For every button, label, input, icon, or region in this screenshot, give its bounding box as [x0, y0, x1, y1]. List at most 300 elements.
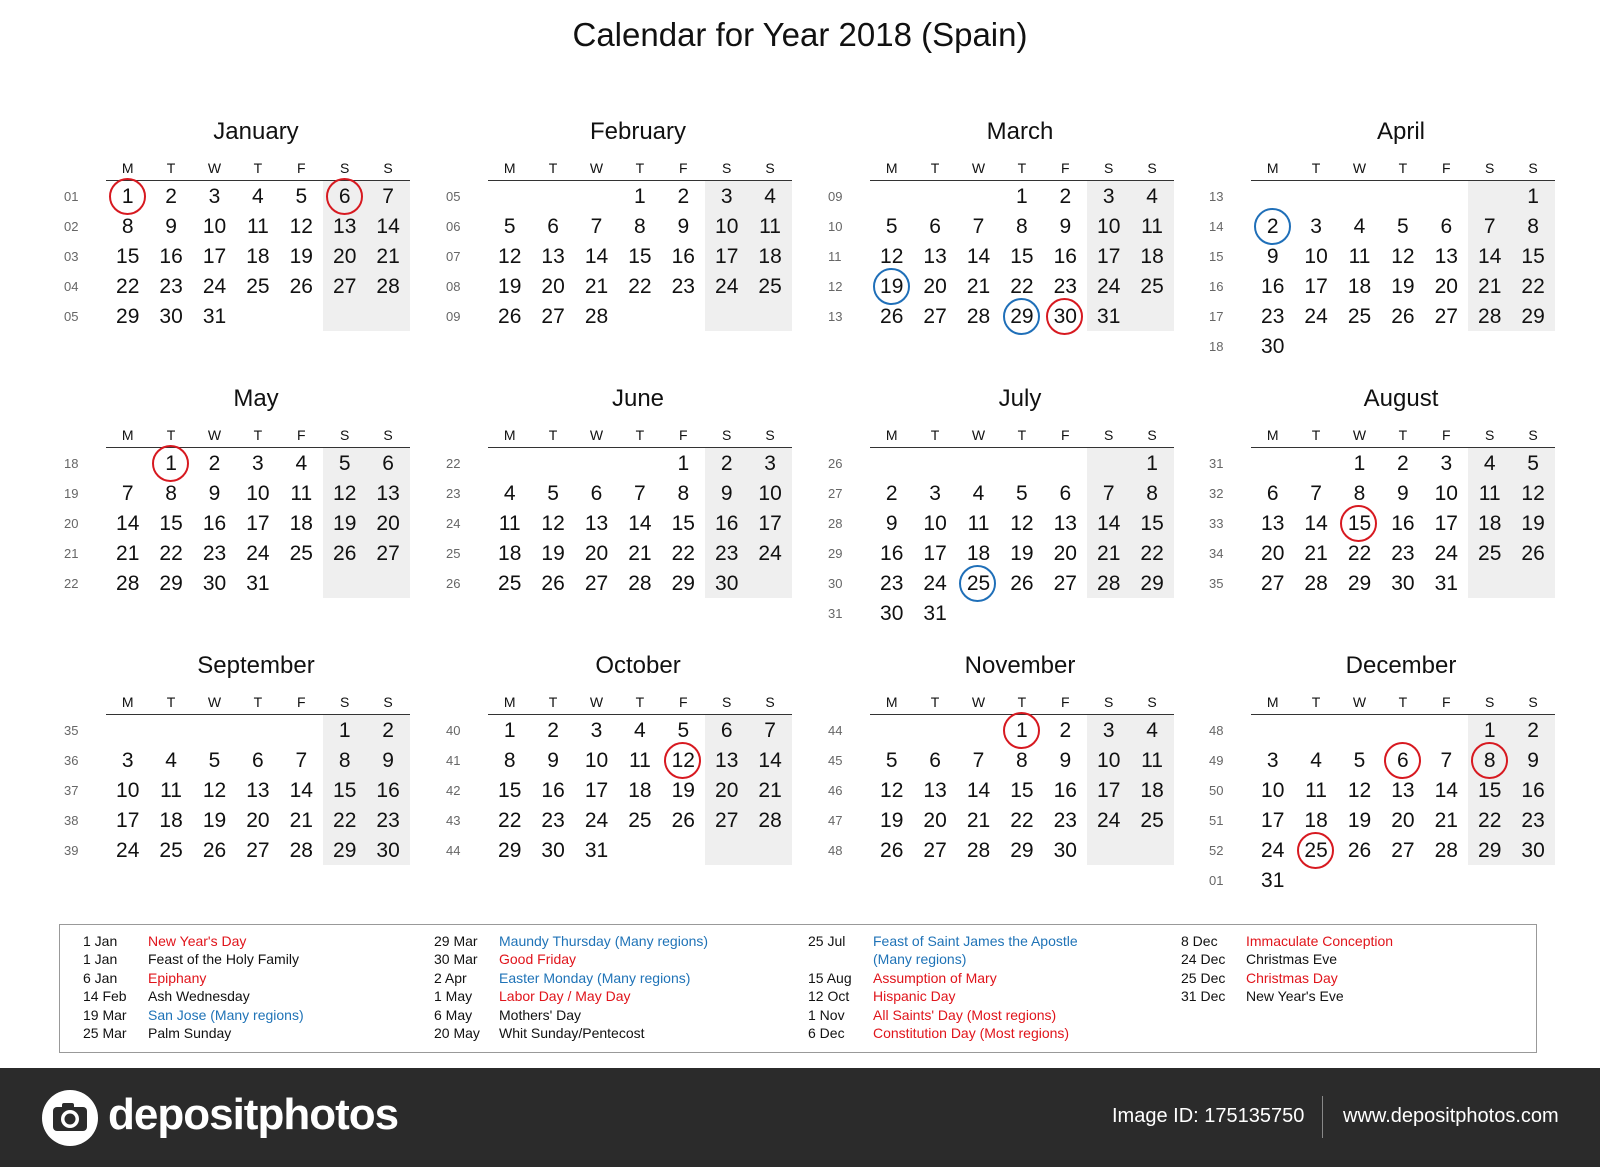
weekday-label: F — [679, 427, 688, 443]
calendar-day: 10 — [715, 215, 739, 238]
calendar-day: 23 — [376, 809, 400, 832]
calendar-day: 26 — [498, 305, 522, 328]
calendar-day: 5 — [885, 215, 898, 238]
footer-divider — [1322, 1096, 1323, 1138]
weekday-header — [106, 427, 410, 447]
calendar-day: 14 — [758, 749, 782, 772]
calendar-day: 7 — [382, 185, 394, 208]
week-number: 48 — [1209, 723, 1224, 738]
calendar-day: 26 — [541, 572, 565, 595]
week-number: 44 — [446, 843, 461, 858]
calendar-day: 19 — [1347, 809, 1372, 832]
month-january — [58, 118, 400, 378]
week-row — [440, 212, 792, 242]
weekday-label: W — [971, 427, 986, 443]
calendar-day: 22 — [1521, 275, 1545, 298]
week-row — [440, 539, 792, 569]
calendar-day: 1 — [1146, 452, 1158, 475]
week-number: 17 — [1209, 309, 1224, 324]
calendar-day: 28 — [1304, 572, 1328, 595]
weekday-label: T — [1311, 160, 1321, 176]
week-number: 36 — [64, 753, 79, 768]
month-august — [1203, 385, 1545, 645]
calendar-day: 21 — [628, 542, 652, 565]
calendar-day: 11 — [759, 215, 781, 238]
holiday-day: 30 — [1044, 302, 1087, 332]
legend-column — [60, 932, 420, 1042]
calendar-day: 16 — [880, 542, 904, 565]
calendar-day: 27 — [1434, 305, 1458, 328]
week-number: 09 — [446, 309, 461, 324]
calendar-day: 10 — [1097, 215, 1121, 238]
weekday-label: S — [383, 427, 393, 443]
calendar-day: 22 — [1010, 275, 1034, 298]
calendar-day: 9 — [1059, 215, 1072, 238]
week-row — [1203, 866, 1555, 896]
calendar-day: 21 — [1478, 275, 1502, 298]
calendar-day: 13 — [1434, 245, 1458, 268]
calendar-day: 3 — [1310, 215, 1322, 238]
calendar-day: 10 — [116, 779, 140, 802]
calendar-day: 8 — [1353, 482, 1366, 505]
calendar-day: 15 — [1521, 245, 1545, 268]
weekday-label: T — [1017, 694, 1027, 710]
calendar-day: 15 — [671, 512, 695, 535]
calendar-day: 30 — [541, 839, 565, 862]
calendar-day: 29 — [671, 572, 695, 595]
calendar-day: 7 — [972, 215, 985, 238]
week-number: 16 — [1209, 279, 1224, 294]
calendar-day: 8 — [1146, 482, 1158, 505]
week-number: 26 — [446, 576, 461, 591]
week-number: 05 — [446, 189, 461, 204]
calendar-day: 4 — [503, 482, 516, 505]
calendar-day: 5 — [1397, 215, 1409, 238]
calendar-day: 4 — [1353, 215, 1366, 238]
weekday-label: T — [1398, 694, 1408, 710]
calendar-day: 13 — [246, 779, 270, 802]
month-april — [1203, 118, 1545, 378]
calendar-day: 16 — [376, 779, 400, 802]
legend-holiday-name: Ash Wednesday — [148, 988, 250, 1005]
weekday-label: T — [1311, 694, 1321, 710]
week-row — [1203, 272, 1555, 302]
weekday-label: S — [765, 160, 775, 176]
calendar-day: 23 — [1261, 305, 1285, 328]
weekday-label: F — [297, 694, 306, 710]
calendar-day: 12 — [289, 215, 313, 238]
calendar-day: 11 — [246, 215, 269, 238]
calendar-day: 19 — [333, 512, 357, 535]
calendar-day: 9 — [677, 215, 690, 238]
calendar-day: 21 — [289, 809, 313, 832]
calendar-day: 21 — [966, 275, 991, 298]
calendar-day: 24 — [202, 275, 227, 298]
calendar-day: 23 — [541, 809, 565, 832]
weekday-label: T — [930, 160, 940, 176]
calendar-day: 17 — [715, 245, 739, 268]
calendar-day: 4 — [634, 719, 646, 742]
week-number: 20 — [64, 516, 79, 531]
calendar-day: 9 — [1266, 245, 1279, 268]
calendar-day: 30 — [715, 572, 739, 595]
calendar-day: 15 — [1010, 779, 1034, 802]
calendar-day: 15 — [1010, 245, 1034, 268]
calendar-day: 17 — [202, 245, 227, 268]
legend-entry — [411, 932, 771, 950]
calendar-day: 6 — [929, 749, 941, 772]
calendar-day: 20 — [715, 779, 739, 802]
calendar-day: 3 — [590, 719, 603, 742]
month-name: February — [589, 118, 687, 145]
calendar-day: 11 — [967, 512, 990, 535]
calendar-day: 2 — [165, 185, 177, 208]
legend-date: 24 Dec — [1181, 951, 1226, 968]
calendar-day: 19 — [1391, 275, 1415, 298]
week-number: 46 — [828, 783, 843, 798]
calendar-day: 13 — [541, 245, 565, 268]
calendar-day: 31 — [1434, 572, 1458, 595]
calendar-day: 11 — [1141, 215, 1163, 238]
week-number: 34 — [1209, 546, 1224, 561]
calendar-day: 5 — [885, 749, 898, 772]
weekday-label: M — [503, 160, 516, 176]
calendar-day: 20 — [923, 275, 947, 298]
legend-holiday-name: Assumption of Mary — [873, 969, 997, 986]
week-row — [58, 776, 410, 806]
month-name: December — [1345, 652, 1457, 679]
weekday-label: T — [253, 694, 263, 710]
weekday-label: T — [1017, 427, 1027, 443]
logo-wordmark: depositphotos — [108, 1090, 399, 1139]
calendar-day: 3 — [252, 452, 264, 475]
calendar-day: 28 — [966, 305, 991, 328]
calendar-day: 20 — [376, 512, 400, 535]
calendar-day: 15 — [628, 245, 652, 268]
calendar-day: 25 — [1140, 275, 1164, 298]
week-number: 02 — [64, 219, 79, 234]
weekday-label: T — [1017, 160, 1027, 176]
calendar-day: 21 — [1097, 542, 1121, 565]
calendar-day: 27 — [333, 275, 357, 298]
calendar-day: 2 — [1059, 185, 1072, 208]
calendar-day: 24 — [1261, 839, 1285, 862]
week-number: 29 — [828, 546, 843, 561]
week-row — [440, 716, 792, 746]
calendar-day: 2 — [1527, 719, 1539, 742]
month-name: March — [986, 118, 1054, 145]
week-row — [440, 836, 792, 866]
legend-entry — [785, 1006, 1145, 1024]
calendar-day: 11 — [160, 779, 182, 802]
week-number: 28 — [828, 516, 843, 531]
week-row — [1203, 746, 1555, 776]
calendar-day: 13 — [584, 512, 609, 535]
weekday-label: S — [765, 427, 775, 443]
calendar-day: 8 — [677, 482, 690, 505]
week-number: 08 — [446, 279, 461, 294]
legend-date: 31 Dec — [1181, 988, 1226, 1005]
site-url: www.depositphotos.com — [1343, 1105, 1559, 1127]
week-row — [440, 182, 792, 212]
weekday-label: S — [722, 427, 732, 443]
week-row — [58, 806, 410, 836]
calendar-day: 20 — [1053, 542, 1077, 565]
weekday-label: T — [166, 694, 176, 710]
week-number: 13 — [1209, 189, 1224, 204]
weekday-label: F — [297, 160, 306, 176]
calendar-day: 1 — [1016, 185, 1028, 208]
legend-entry — [60, 932, 420, 950]
weekday-label: S — [383, 694, 393, 710]
calendar-day: 12 — [1521, 482, 1545, 505]
holiday-day: 19 — [870, 272, 913, 302]
calendar-day: 3 — [720, 185, 733, 208]
calendar-day: 28 — [1434, 839, 1458, 862]
weekday-label: S — [1528, 427, 1538, 443]
calendar-day: 28 — [116, 572, 140, 595]
legend-date: 1 Nov — [808, 1006, 845, 1023]
calendar-day: 3 — [208, 185, 221, 208]
calendar-day: 16 — [1391, 512, 1415, 535]
calendar-day: 14 — [289, 779, 313, 802]
calendar-day: 6 — [1266, 482, 1279, 505]
calendar-day: 24 — [1434, 542, 1458, 565]
weekday-label: W — [1352, 427, 1367, 443]
week-row — [58, 449, 410, 479]
legend-entry — [411, 950, 771, 968]
legend-entry — [411, 1024, 771, 1042]
legend-date: 1 Jan — [83, 933, 118, 949]
week-number: 15 — [1209, 249, 1224, 264]
calendar-day: 14 — [628, 512, 652, 535]
calendar-day: 20 — [333, 245, 357, 268]
page-title: Calendar for Year 2018 (Spain) — [572, 16, 1028, 53]
calendar-day: 12 — [333, 482, 357, 505]
calendar-day: 19 — [541, 542, 565, 565]
week-number: 18 — [64, 456, 79, 471]
month-october — [440, 652, 782, 912]
calendar-day: 12 — [1010, 512, 1034, 535]
calendar-day: 9 — [208, 482, 221, 505]
weekday-label: T — [930, 427, 940, 443]
calendar-day: 14 — [584, 245, 609, 268]
weekday-label: W — [207, 427, 222, 443]
legend-holiday-name: Feast of Saint James the Apostle — [873, 933, 1078, 949]
week-row — [1203, 539, 1555, 569]
weekday-label: S — [340, 694, 350, 710]
calendar-day: 17 — [1097, 779, 1121, 802]
calendar-day: 10 — [923, 512, 947, 535]
calendar-day: 29 — [1140, 572, 1164, 595]
calendar-day: 15 — [498, 779, 522, 802]
month-february — [440, 118, 782, 378]
legend-entry — [60, 987, 420, 1005]
calendar-day: 8 — [121, 215, 134, 238]
calendar-day: 27 — [1261, 572, 1285, 595]
holiday-day: 12 — [662, 746, 705, 776]
calendar-day: 6 — [1059, 482, 1072, 505]
calendar-day: 25 — [498, 572, 522, 595]
week-row — [58, 509, 410, 539]
week-row — [440, 272, 792, 302]
week-number: 13 — [828, 309, 843, 324]
calendar-day: 15 — [159, 512, 183, 535]
calendar-day: 7 — [764, 719, 776, 742]
week-row — [440, 509, 792, 539]
week-number: 49 — [1209, 753, 1224, 768]
calendar-day: 6 — [720, 719, 733, 742]
weekday-label: F — [1061, 694, 1070, 710]
week-row — [58, 242, 410, 272]
calendar-day: 13 — [333, 215, 357, 238]
calendar-day: 31 — [1097, 305, 1121, 328]
calendar-day: 29 — [116, 305, 140, 328]
weekday-label: F — [679, 694, 688, 710]
legend-holiday-name: Labor Day / May Day — [499, 988, 631, 1005]
week-row — [440, 479, 792, 509]
month-name: September — [197, 652, 315, 679]
week-number: 21 — [64, 546, 79, 561]
weekday-header — [1251, 694, 1555, 714]
weekday-label: T — [548, 694, 558, 710]
weekday-label: W — [971, 160, 986, 176]
calendar-day: 25 — [1478, 542, 1502, 565]
calendar-day: 10 — [1304, 245, 1328, 268]
calendar-day: 17 — [1261, 809, 1285, 832]
calendar-day: 7 — [121, 482, 134, 505]
week-row — [822, 449, 1174, 479]
week-row — [1203, 302, 1555, 332]
week-number: 41 — [446, 753, 461, 768]
month-name: August — [1363, 385, 1439, 412]
week-number: 43 — [446, 813, 461, 828]
legend-holiday-name: Feast of the Holy Family — [148, 951, 299, 968]
calendar-day: 1 — [503, 719, 516, 742]
weekday-label: S — [1485, 160, 1495, 176]
legend-column — [1158, 932, 1518, 1006]
calendar-day: 20 — [1261, 542, 1285, 565]
legend-holiday-name: Christmas Day — [1246, 969, 1338, 986]
legend-entry — [60, 1024, 420, 1042]
calendar-day: 2 — [1059, 719, 1072, 742]
calendar-day: 27 — [246, 839, 270, 862]
weekday-label: S — [1528, 694, 1538, 710]
calendar-day: 26 — [1521, 542, 1545, 565]
weekday-label: S — [1147, 160, 1157, 176]
calendar-day: 17 — [584, 779, 609, 802]
weekday-label: W — [589, 694, 604, 710]
calendar-day: 8 — [503, 749, 516, 772]
calendar-day: 24 — [715, 275, 739, 298]
calendar-day: 13 — [1053, 512, 1077, 535]
legend-entry — [1158, 950, 1518, 968]
weekday-label: F — [297, 427, 306, 443]
weekday-label: S — [1147, 694, 1157, 710]
calendar-day: 16 — [202, 512, 227, 535]
calendar-day: 3 — [1102, 185, 1115, 208]
weekday-label: F — [1061, 427, 1070, 443]
calendar-day: 3 — [764, 452, 776, 475]
legend-holiday-name: Constitution Day (Most regions) — [873, 1024, 1070, 1041]
calendar-day: 14 — [1434, 779, 1458, 802]
week-number: 04 — [64, 279, 79, 294]
week-row — [1203, 776, 1555, 806]
month-name: June — [611, 385, 665, 412]
calendar-day: 9 — [885, 512, 898, 535]
month-name: January — [213, 118, 299, 145]
weekday-label: T — [166, 427, 176, 443]
calendar-day: 11 — [1478, 482, 1501, 505]
calendar-day: 5 — [295, 185, 308, 208]
calendar-day: 12 — [202, 779, 227, 802]
legend-holiday-name: Christmas Eve — [1246, 951, 1338, 968]
calendar-day: 30 — [1261, 335, 1285, 358]
calendar-day: 11 — [1348, 245, 1371, 268]
calendar-day: 27 — [923, 839, 947, 862]
calendar-day: 12 — [1391, 245, 1415, 268]
calendar-day: 29 — [333, 839, 357, 862]
legend-holiday-name: Palm Sunday — [148, 1024, 232, 1041]
calendar-day: 4 — [1146, 719, 1158, 742]
camera-logo-icon — [40, 1088, 100, 1148]
calendar-day: 19 — [880, 809, 904, 832]
week-row — [440, 302, 792, 332]
week-row — [58, 836, 410, 866]
week-number: 09 — [828, 189, 843, 204]
week-number: 27 — [828, 486, 843, 501]
calendar-day: 18 — [498, 542, 522, 565]
calendar-day: 28 — [966, 839, 991, 862]
week-row — [440, 569, 792, 599]
legend-holiday-name: All Saints' Day (Most regions) — [873, 1006, 1057, 1023]
calendar-day: 7 — [1102, 482, 1115, 505]
calendar-day: 26 — [1010, 572, 1034, 595]
legend-date: 15 Aug — [808, 969, 852, 986]
weekday-label: T — [166, 160, 176, 176]
calendar-day: 16 — [1521, 779, 1545, 802]
calendar-day: 19 — [289, 245, 313, 268]
calendar-day: 26 — [880, 839, 904, 862]
calendar-day: 25 — [628, 809, 652, 832]
calendar-day: 10 — [1261, 779, 1285, 802]
weekday-label: T — [253, 160, 263, 176]
legend-holiday-name: Maundy Thursday (Many regions) — [499, 933, 709, 949]
month-name: October — [595, 652, 681, 679]
calendar-day: 9 — [547, 749, 559, 772]
weekday-label: T — [1398, 160, 1408, 176]
calendar-day: 25 — [159, 839, 183, 862]
holiday-legend — [59, 924, 1537, 1053]
calendar-day: 13 — [1391, 779, 1415, 802]
calendar-day: 9 — [720, 482, 733, 505]
week-number: 23 — [446, 486, 461, 501]
legend-holiday-name: Mothers' Day — [499, 1006, 582, 1023]
week-row — [58, 302, 410, 332]
calendar-day: 23 — [1521, 809, 1545, 832]
weekday-label: T — [635, 694, 645, 710]
calendar-day: 15 — [333, 779, 357, 802]
calendar-day: 30 — [880, 602, 904, 625]
calendar-day: 17 — [758, 512, 782, 535]
calendar-day: 1 — [338, 719, 351, 742]
calendar-day: 13 — [923, 779, 947, 802]
calendar-day: 27 — [376, 542, 400, 565]
calendar-day: 21 — [758, 779, 782, 802]
calendar-day: 17 — [246, 512, 270, 535]
calendar-day: 14 — [966, 779, 991, 802]
week-row — [822, 539, 1174, 569]
